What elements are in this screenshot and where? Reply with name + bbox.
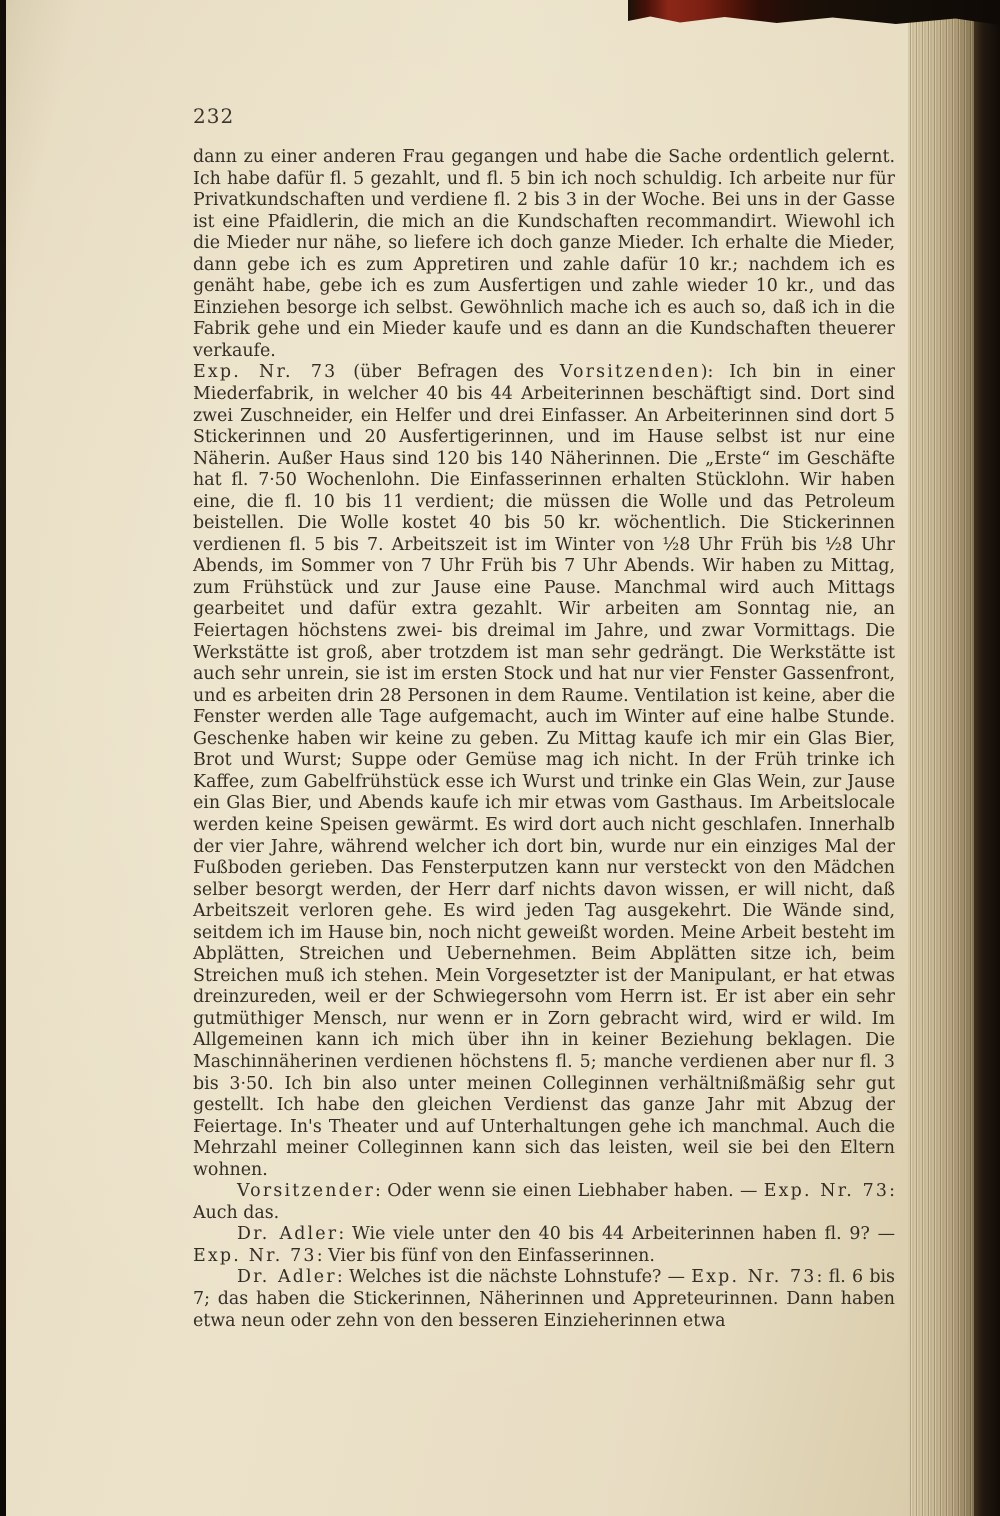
book-cover-left-edge (0, 0, 6, 1516)
emphasized-text-run: Vorsitzender (237, 1181, 376, 1202)
book-cover-right-edge (974, 0, 1000, 1516)
text-run: : fl. 6 bis 7; das haben die Stickerinnen, Näherinnen und Appreteurinnen. Dann haben etwa neun oder zehn von den besseren Einzieherinnen etwa (193, 1267, 895, 1331)
text-run: dann zu einer anderen Frau gegangen und habe die Sache ordentlich gelernt. Ich habe dafür fl. 5 gezahlt, und fl. 5 bin ich noch schuldig. Ich arbeite nur für Privatkundschaften und verdiene fl. 2 bis 3 in der Woche. Bei uns in der Gasse ist eine Pfaidlerin, die mich an die Kundschaften recommandirt. Wiewohl ich die Mieder nur nähe, so liefere ich doch ganze Mieder. Ich erhalte die Mieder, dann gebe ich es zum Appretiren und zahle dafür 10 kr.; nachdem ich es genäht habe, gebe ich es zum Ausfertigen und zahle wieder 10 kr., und das Einziehen besorge ich selbst. Gewöhnlich mache ich es auch so, daß ich in die Fabrik gehe und ein Mieder kaufe und es dann an die Kundschaften theuerer verkaufe. (193, 147, 895, 361)
stacked-page-edges (908, 0, 974, 1516)
paragraph (193, 147, 895, 362)
page-text (193, 147, 895, 1332)
text-run: : Oder wenn sie einen Liebhaber haben. — (375, 1181, 764, 1202)
paragraph (193, 1267, 895, 1332)
paragraph (193, 1224, 895, 1267)
emphasized-text-run: Exp. Nr. 73 (193, 1245, 317, 1266)
paragraph (193, 362, 895, 1181)
emphasized-text-run: Dr. Adler (237, 1267, 337, 1288)
emphasized-text-run: Exp. Nr. 73 (763, 1181, 890, 1202)
book-page (6, 0, 908, 1516)
emphasized-text-run: Exp. Nr. 73 (691, 1267, 817, 1288)
emphasized-text-run: Dr. Adler (237, 1224, 339, 1245)
emphasized-text-run: Vorsitzenden (559, 362, 701, 383)
text-run: : Welches ist die nächste Lohnstufe? — (336, 1267, 692, 1288)
text-run: : Vier bis fünf von den Einfasserinnen. (316, 1245, 655, 1266)
paragraph (193, 1181, 895, 1224)
text-run: ): Ich bin in einer Miederfabrik, in welcher 40 bis 44 Arbeiterinnen beschäftigt sind. Dort sind zwei Zuschneider, ein Helfer und drei Einfasser. An Arbeiterinnen sind dort 5 Stickerinnen und 20 Ausfertigerinnen, und im Hause selbst ist nur eine Näherin. Außer Haus sind 120 bis 140 Näherinnen. Die „Erste“ im Geschäfte hat fl. 7·50 Wochenlohn. Die Einfasserinnen erhalten Stücklohn. Wir haben eine, die fl. 10 bis 11 verdient; die müssen die Wolle und das Petroleum beistellen. Die Wolle kostet 40 bis 50 kr. wöchentlich. Die Stickerinnen verdienen fl. 5 bis 7. Arbeitszeit ist im Winter von ½8 Uhr Früh bis ½8 Uhr Abends, im Sommer von 7 Uhr Früh bis 7 Uhr Abends. Wir haben zu Mittag, zum Frühstück und zur Jause eine Pause. Manchmal wird auch Mittags gearbeitet und dafür extra gezahlt. Wir arbeiten am Sonntag nie, an Feiertagen höchstens zwei- bis dreimal im Jahre, und zwar Vormittags. Die Werkstätte ist groß, aber trotzdem ist man sehr gedrängt. Die Werkstätte ist auch sehr unrein, sie ist im ersten Stock und hat nur vier Fenster Gassenfront, und es arbeiten drin 28 Personen in dem Raume. Ventilation ist keine, aber die Fenster werden alle Tage aufgemacht, auch im Winter auf eine halbe Stunde. Geschenke haben wir keine zu geben. Zu Mittag kaufe ich mir ein Glas Bier, Brot und Wurst; Suppe oder Gemüse mag ich nicht. In der Früh trinke ich Kaffee, zum Gabelfrühstück esse ich Wurst und trinke ein Glas Wein, zur Jause ein Glas Bier, und Abends kaufe ich mir etwas vom Gasthaus. Im Arbeitslocale werden keine Speisen gewärmt. Es wird dort auch nicht geschlafen. Innerhalb der vier Jahre, während welcher ich dort bin, wurde nur ein einziges Mal der Fußboden gerieben. Das Fensterputzen kann nur versteckt von den Mädchen selber besorgt werden, der Herr darf nichts davon wissen, er will nicht, daß Arbeitszeit verloren gehe. Es wird jeden Tag ausgekehrt. Die Wände sind, seitdem ich im Hause bin, noch nicht geweißt worden. Meine Arbeit besteht im Abplätten, Streichen und Uebernehmen. Beim Abplätten sitze ich, beim Streichen muß ich stehen. Mein Vorgesetzter ist der Manipulant, er hat etwas dreinzureden, weil er der Schwiegersohn vom Herrn ist. Er ist aber ein sehr gutmüthiger Mensch, nur wenn er in Zorn gebracht wird, wird er wild. Im Allgemeinen kann ich mich über ihn in keiner Beziehung beklagen. Die Maschinnäherinen verdienen höchstens fl. 5; manche verdienen aber nur fl. 3 bis 3·50. Ich bin also unter meinen Colleginnen verhältnißmäßig sehr gut gestellt. Ich habe den gleichen Verdienst das ganze Jahr mit Abzug der Feiertage. In's Theater und auf Unterhaltungen gehe ich manchmal. Auch die Mehrzahl meiner Colleginnen kann sich das leisten, weil sie bei den Eltern wohnen. (193, 362, 896, 1180)
page-number: 232 (193, 104, 235, 128)
text-run: : Wie viele unter den 40 bis 44 Arbeiterinnen haben fl. 9? — (338, 1224, 895, 1245)
emphasized-text-run: Exp. Nr. 73 (193, 362, 338, 383)
text-run: (über Befragen des (337, 362, 560, 383)
text-run: : Auch das. (193, 1181, 896, 1223)
